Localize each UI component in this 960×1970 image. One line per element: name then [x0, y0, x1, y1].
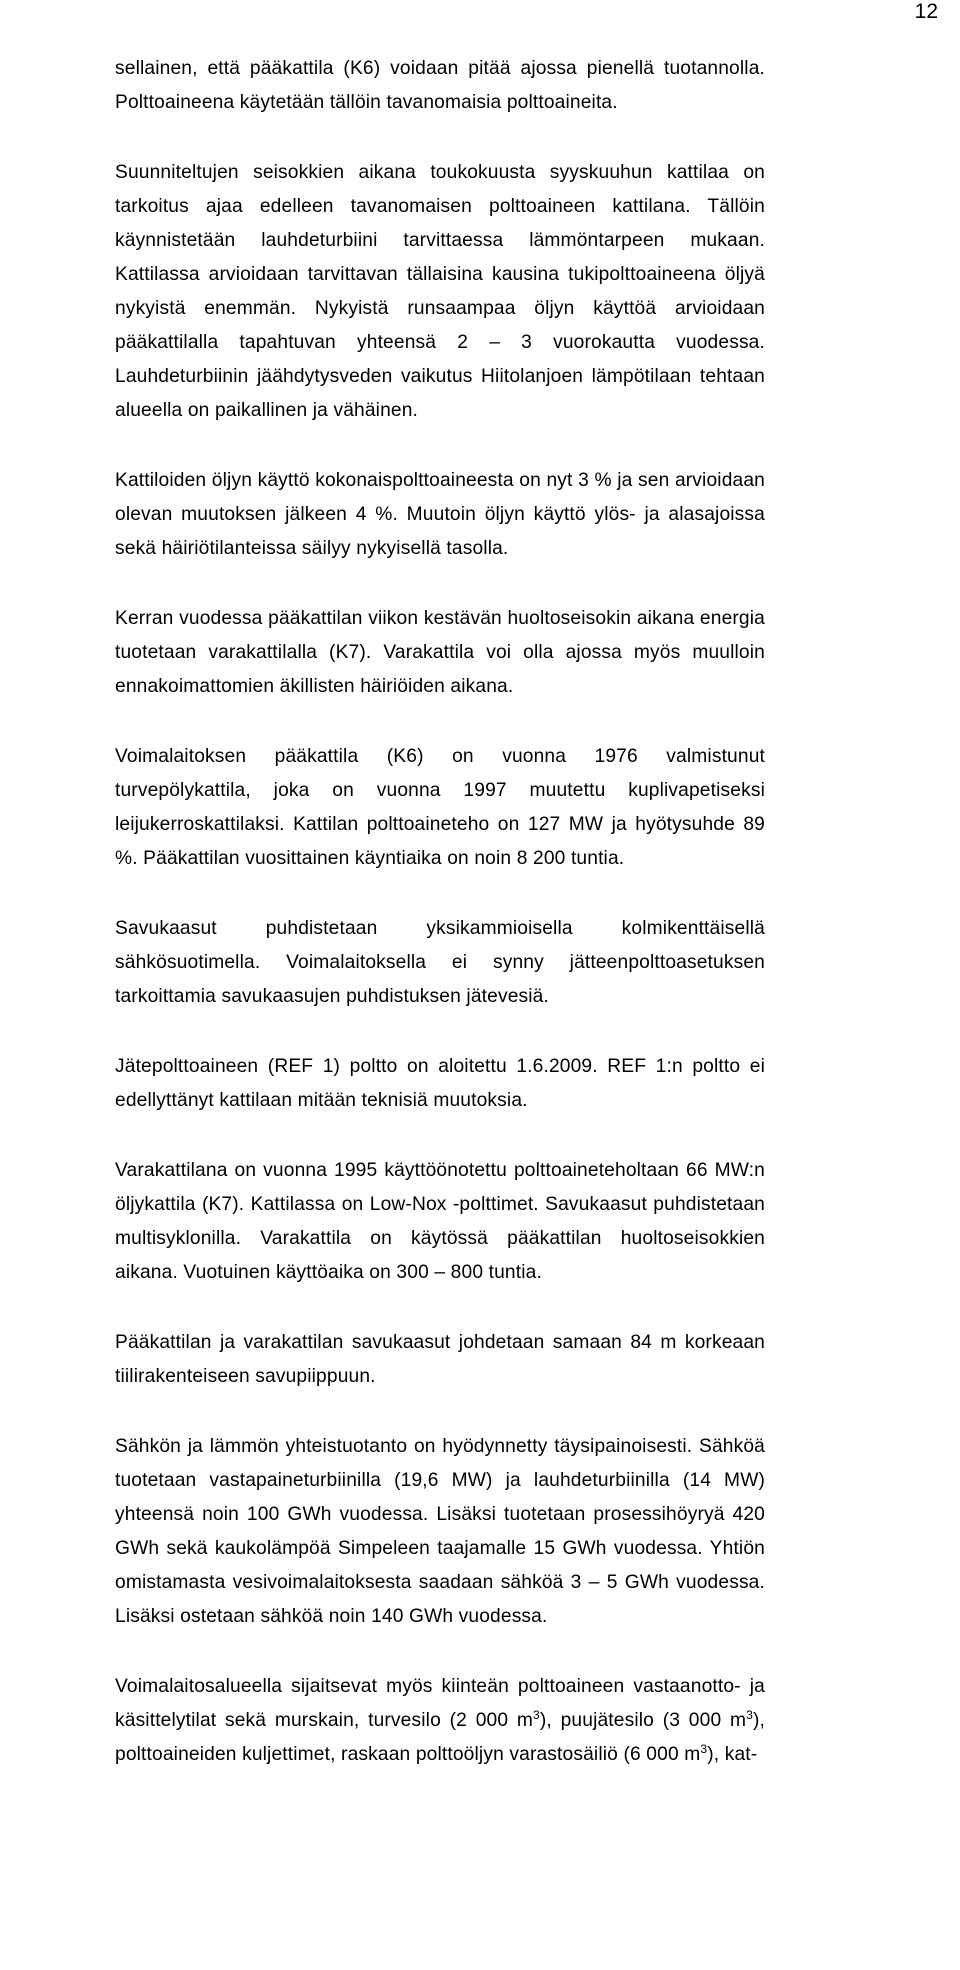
paragraph: Sähkön ja lämmön yhteistuotanto on hyödynnetty täysipainoisesti. Sähköä tuotetaan vastapaineturbiinilla (19,6 MW) ja lauhdeturbiinilla (14 MW) yhteensä noin 100 GWh vuodessa. Lisäksi tuotetaan prosessihöyryä 420 GWh sekä kaukolämpöä Simpeleen taajamalle 15 GWh vuodessa. Yhtiön omistamasta vesivoimalaitoksesta saadaan sähköä 3 – 5 GWh vuodessa. Lisäksi ostetaan sähköä noin 140 GWh vuodessa. — [115, 1436, 765, 1627]
paragraph-text: ), kat- — [707, 1744, 758, 1765]
paragraph-text: ), puujätesilo (3 000 m — [539, 1710, 747, 1731]
superscript: 3 — [700, 1742, 708, 1756]
paragraph: Kerran vuodessa pääkattilan viikon kestävän huoltoseisokin aikana energia tuotetaan varakattilalla (K7). Varakattila voi olla ajossa myös muulloin ennakoimattomien äkillisten häiriöiden aikana. — [115, 608, 765, 697]
paragraph: Kattiloiden öljyn käyttö kokonaispolttoaineesta on nyt 3 % ja sen arvioidaan olevan muutoksen jälkeen 4 %. Muutoin öljyn käyttö ylös- ja alasajoissa sekä häiriötilanteissa säilyy nykyisellä tasolla. — [115, 470, 765, 559]
paragraph: Savukaasut puhdistetaan yksikammioisella kolmikenttäisellä sähkösuotimella. Voimalaitoksella ei synny jätteenpolttoasetuksen tarkoittamia savukaasujen puhdistuksen jätevesiä. — [115, 918, 765, 1007]
paragraph-text: Voimalaitosalueella sijaitsevat myös kiinteän polttoaineen vastaanotto- ja käsittelytilat sekä murskain, turvesilo (2 000 m — [115, 1676, 765, 1731]
paragraph: Voimalaitoksen pääkattila (K6) on vuonna 1976 valmistunut turvepölykattila, joka on vuonna 1997 muutettu kuplivapetiseksi leijukerroskattilaksi. Kattilan polttoaineteho on 127 MW ja hyötysuhde 89 %. Pääkattilan vuosittainen käyntiaika on noin 8 200 tuntia. — [115, 746, 765, 869]
superscript: 3 — [533, 1708, 540, 1722]
paragraph-last — [115, 1670, 765, 1772]
paragraph-text: ), polttoaineiden kuljettimet, raskaan polttoöljyn varastosäiliö (6 000 m — [115, 1710, 765, 1765]
paragraph: Suunniteltujen seisokkien aikana toukokuusta syyskuuhun kattilaa on tarkoitus ajaa edelleen tavanomaisen polttoaineen kattilana. Tällöin käynnistetään lauhdeturbiini tarvittaessa lämmöntarpeen mukaan. Kattilassa arvioidaan tarvittavan tällaisina kausina tukipolttoaineena öljyä nykyistä enemmän. Nykyistä runsaampaa öljyn käyttöä arvioidaan pääkattilalla tapahtuvan yhteensä 2 – 3 vuorokautta vuodessa. Lauhdeturbiinin jäähdytysveden vaikutus Hiitolanjoen lämpötilaan tehtaan alueella on paikallinen ja vähäinen. — [115, 162, 765, 421]
superscript: 3 — [746, 1708, 753, 1722]
paragraph: Varakattilana on vuonna 1995 käyttöönotettu polttoaineteholtaan 66 MW:n öljykattila (K7). Kattilassa on Low-Nox -polttimet. Savukaasut puhdistetaan multisyklonilla. Varakattila on käytössä pääkattilan huoltoseisokkien aikana. Vuotuinen käyttöaika on 300 – 800 tuntia. — [115, 1160, 765, 1283]
paragraph: sellainen, että pääkattila (K6) voidaan pitää ajossa pienellä tuotannolla. Polttoaineena käytetään tällöin tavanomaisia polttoaineita. — [115, 58, 765, 113]
paragraph: Pääkattilan ja varakattilan savukaasut johdetaan samaan 84 m korkeaan tiilirakenteiseen savupiippuun. — [115, 1332, 765, 1387]
paragraph: Jätepolttoaineen (REF 1) poltto on aloitettu 1.6.2009. REF 1:n poltto ei edellyttänyt kattilaan mitään teknisiä muutoksia. — [115, 1056, 765, 1111]
page-number: 12 — [914, 0, 938, 23]
document-body — [115, 52, 765, 1772]
